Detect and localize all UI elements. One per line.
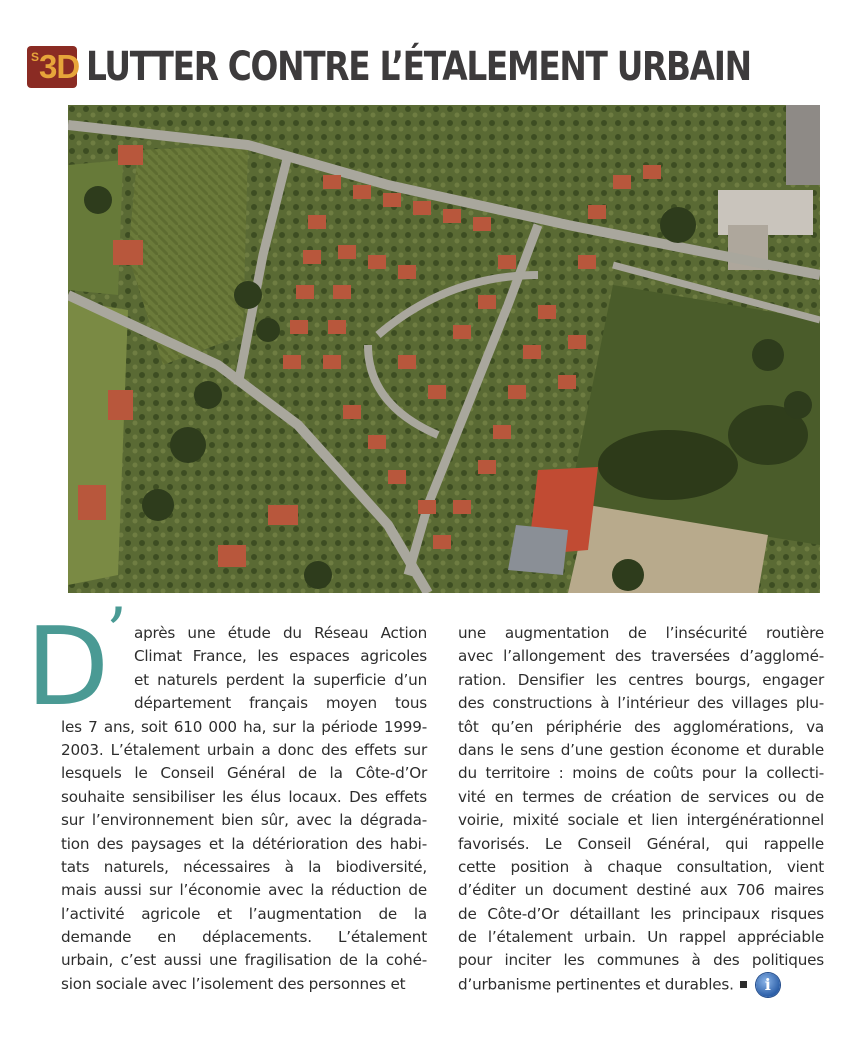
text-line: mais aussi sur l’économie avec la réduction de: [61, 881, 427, 900]
text-line: 2003. L’étalement urbain a donc des effets sur: [61, 740, 427, 759]
page-title: LUTTER CONTRE L’ÉTALEMENT URBAIN: [86, 44, 751, 90]
aerial-photo: [68, 105, 820, 593]
text-line: souhaite sensibiliser les élus locaux. Des effets: [61, 787, 427, 806]
text-line: une augmentation de l’insécurité routière: [458, 624, 824, 642]
end-square-icon: [740, 981, 747, 988]
text-line-last: [458, 973, 824, 996]
text-line: après une étude du Réseau Action: [134, 624, 427, 642]
info-icon[interactable]: i: [756, 973, 780, 997]
s3d-logo: [27, 46, 80, 88]
text-line: des constructions à l’intérieur des villages plu-: [458, 694, 824, 713]
text-line: tôt qu’en périphérie des agglomérations, va: [458, 717, 824, 736]
text-line: du territoire : moins de coûts pour la collecti-: [458, 764, 824, 783]
text-line: dans le sens d’une gestion économe et durable: [458, 740, 824, 759]
drop-cap-letter: D: [26, 605, 110, 730]
text-line: vité en termes de création de services ou de: [458, 787, 824, 806]
article-column-right: [458, 622, 824, 996]
text-line: d’éditer un document destiné aux 706 maires: [458, 881, 824, 900]
drop-cap-apostrophe: ’: [106, 594, 127, 671]
text-line: département français moyen tous: [134, 694, 427, 713]
s3d-logo-s: S: [31, 50, 40, 64]
text-line: les 7 ans, soit 610 000 ha, sur la période 1999-: [61, 717, 427, 736]
text-line: de Côte-d’Or détaillant les principaux risques: [458, 904, 824, 923]
text-line: ration. Densifier les centres bourgs, engager: [458, 670, 824, 689]
text-line: cette position à chaque consultation, vient: [458, 857, 824, 876]
text-line: tion des paysages et la détérioration des habi-: [61, 834, 427, 853]
text-line: urbain, c’est aussi une fragilisation de la cohé-: [61, 951, 427, 970]
text-line: l’activité agricole et l’augmentation de la: [61, 904, 427, 923]
text-line: sion sociale avec l’isolement des personnes et: [61, 974, 406, 993]
text-line: avec l’allongement des traversées d’agglomé-: [458, 647, 824, 666]
text-line: sur l’environnement bien sûr, avec la dégrada-: [61, 811, 427, 830]
text-line: et naturels perdent la superficie d’un: [134, 670, 427, 689]
article-header: [27, 44, 847, 90]
s3d-logo-3d: 3D: [39, 48, 80, 85]
text-line: de l’étalement urbain. Un rappel appréciable: [458, 928, 824, 947]
text-line: pour inciter les communes à des politiques: [458, 951, 824, 970]
text-line: favorisés. Le Conseil Général, qui rappelle: [458, 834, 824, 853]
article-column-left: [61, 622, 427, 996]
aerial-photo-drawing: [68, 105, 820, 593]
text-line: demande en déplacements. L’étalement: [61, 928, 427, 947]
text-line: Climat France, les espaces agricoles: [134, 647, 427, 666]
text-line: lesquels le Conseil Général de la Côte-d’Or: [61, 764, 427, 783]
text-line-last-text: d’urbanisme pertinentes et durables.: [458, 975, 734, 994]
text-line: voirie, mixité sociale et lien intergénérationnel: [458, 811, 824, 830]
text-line: tats naturels, nécessaires à la biodiversité,: [61, 857, 427, 876]
